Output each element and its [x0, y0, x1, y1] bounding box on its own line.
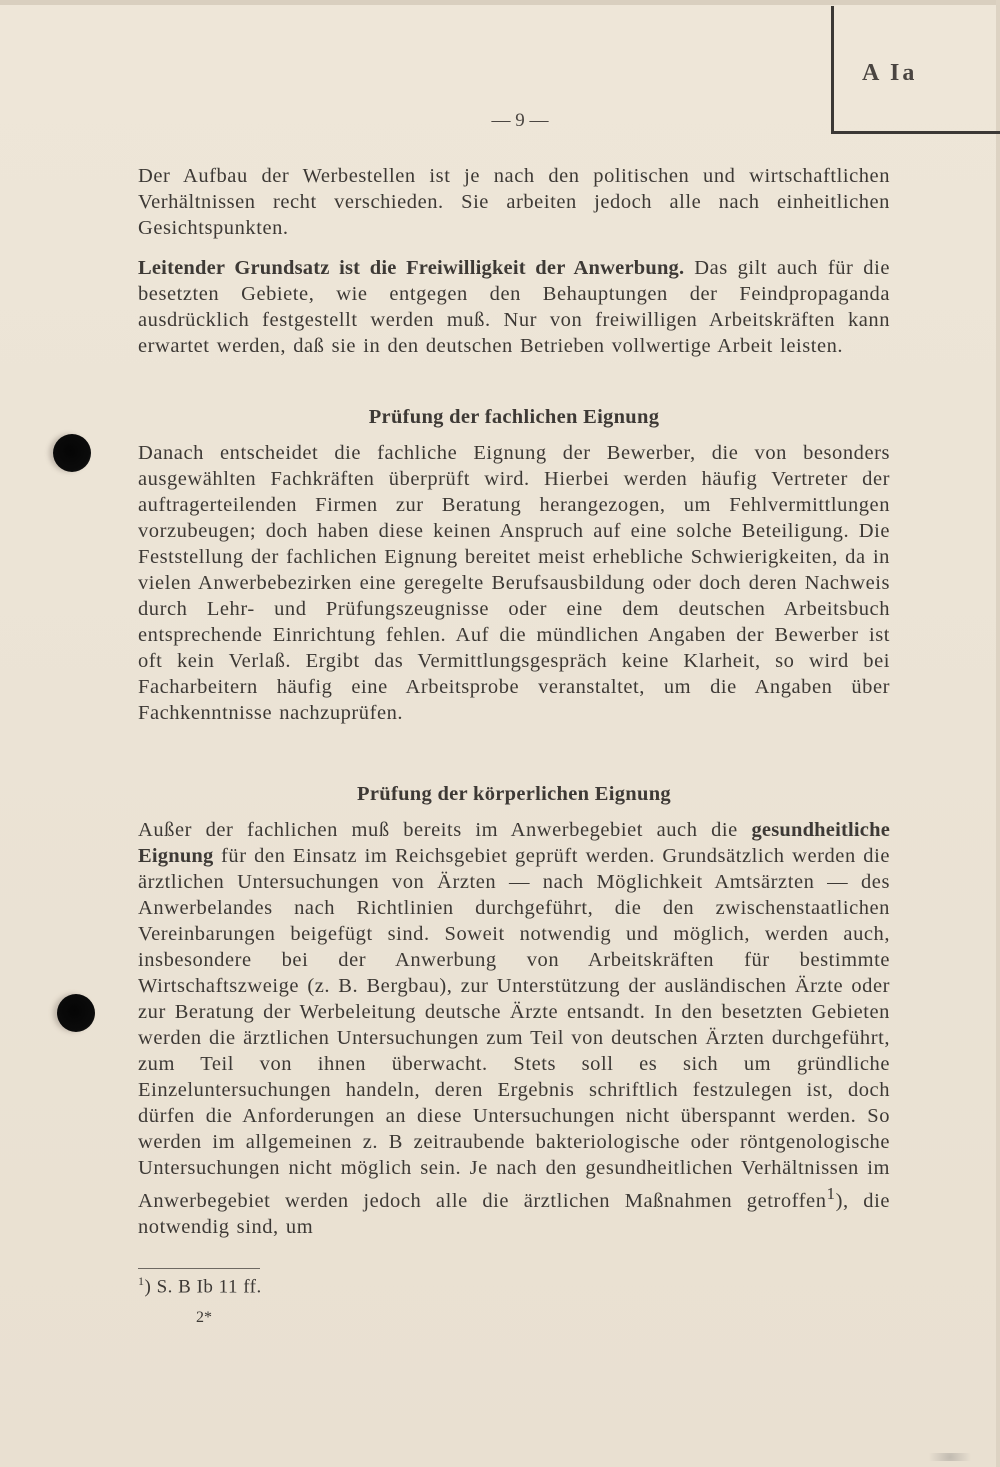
punch-hole — [57, 994, 95, 1032]
paragraph-3-text: Danach entscheidet die fachliche Eignung der Bewerber, die von besonders ausgewählten Fachkräften überprüft wird. Hierbei werden häufig Vertreter der auftragerteilenden Firmen zur Beratung herangezogen, um Fehlvermittlungen vorzubeugen; doch haben diese keinen Anspruch auf eine solche Beteiligung. Die Feststellung der fachlichen Eignung bereitet meist erhebliche Schwierigkeiten, da in vielen Anwerbebezirken eine geregelte Berufsausbildung oder doch deren Nachweis durch Lehr- und Prüfungszeugnisse oder eine dem deutschen Arbeitsbuch entsprechende Einrichtung fehlen. Auf die mündlichen Angaben der Bewerber ist oft kein Verlaß. Ergibt das Vermittlungsgespräch keine Klarheit, so wird bei Facharbeitern häufig eine Arbeitsprobe veranstaltet, um die Angaben über Fachkenntnisse nachzuprüfen. — [138, 442, 890, 724]
section-heading-fachliche-eignung: Prüfung der fachlichen Eignung — [368, 406, 660, 428]
page-top-edge — [0, 0, 1000, 5]
footnote-marker: 1 — [138, 1274, 145, 1288]
paragraph-4-text-start: Außer der fachlichen muß bereits im Anwerbegebiet auch die — [138, 819, 738, 841]
paper-speckle — [920, 1453, 980, 1461]
footnote-divider — [138, 1268, 260, 1269]
paragraph-2-text: Das gilt auch für die besetzten Gebiete, wie entgegen den Behauptungen der Feindpropaganda ausdrücklich festgestellt werden muß. Nur von freiwilligen Arbeitskräften kann erwartet werden, daß sie in den deutschen Betrieben vollwertige Arbeit leisten. — [138, 257, 890, 357]
paragraph-1-text: Der Aufbau der Werbestellen ist je nach den politischen und wirtschaftlichen Verhältnissen recht verschieden. Sie arbeiten jedoch alle nach einheitlichen Gesichtspunkten. — [138, 165, 890, 239]
punch-hole — [53, 434, 91, 472]
corner-label: A Ia — [862, 60, 918, 86]
paragraph-2 — [138, 255, 890, 359]
paragraph-4-text-middle: für den Einsatz im Reichsgebiet geprüft werden. Grundsätzlich werden die ärztlichen Untersuchungen von Ärzten — nach Möglichkeit Amtsärzten — des Anwerbelandes nach Richtlinien durchgeführt, die den zwischenstaatlichen Vereinbarungen beigefügt sind. Soweit notwendig und möglich, werden auch, insbesondere bei der Anwerbung von Arbeitskräften für bestimmte Wirtschaftszweige (z. B. Bergbau), zur Unterstützung der ausländischen Ärzte oder zur Beratung der Werbeleitung deutsche Ärzte entsandt. In den besetzten Gebieten werden die ärztlichen Untersuchungen zum Teil von deutschen Ärzten durchgeführt, zum Teil von ihnen überwacht. Stets soll es sich um gründliche Einzeluntersuchungen handeln, deren Ergebnis schriftlich festzulegen ist, doch dürfen die Anforderungen an diese Untersuchungen nicht überspannt werden. So werden im allgemeinen z. B zeitraubende bakteriologische oder röntgenologische Untersuchungen nicht möglich sein. Je nach den gesundheitlichen Verhältnissen im Anwerbegebiet werden jedoch alle die ärztlichen Maßnahmen getroffen — [138, 845, 890, 1212]
page-right-edge — [996, 0, 1000, 1467]
footnote-reference[interactable]: 1 — [826, 1184, 836, 1203]
paragraph-3 — [138, 440, 890, 726]
footnote-text: ) S. B Ib 11 ff. — [144, 1276, 262, 1298]
paragraph-2-bold-lead: Leitender Grundsatz ist die Freiwilligkeit der Anwerbung. — [138, 257, 685, 279]
paragraph-1 — [138, 163, 890, 241]
section-heading-koerperliche-eignung: Prüfung der körperlichen Eignung — [357, 783, 671, 805]
paragraph-4-bold: gesundheitliche Eignung — [138, 819, 890, 867]
footnote — [138, 1274, 262, 1298]
paragraph-4-text-end: ), die notwendig sind, um — [138, 1189, 891, 1238]
sheet-signature-mark: 2* — [196, 1309, 212, 1326]
paragraph-4 — [138, 817, 890, 1240]
page-number: — 9 — — [491, 110, 549, 131]
